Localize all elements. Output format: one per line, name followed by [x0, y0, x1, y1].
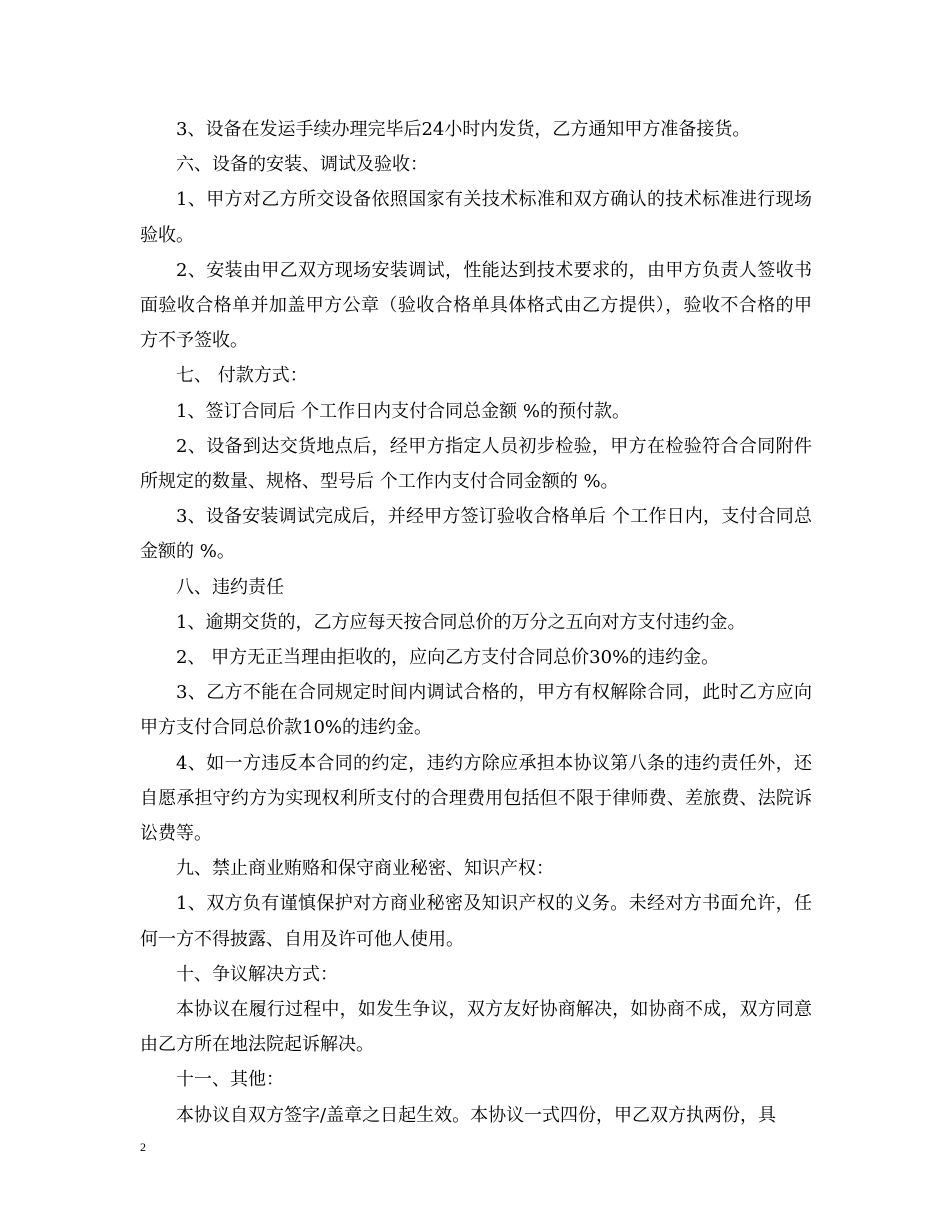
- section-heading: 九、禁止商业贿赂和保守商业秘密、知识产权：: [176, 858, 554, 880]
- paragraph: 3、设备安装调试完成后，并经甲方签订验收合格单后 个工作日内，支付合同总金额的 %。: [140, 506, 812, 563]
- paragraph: 本协议在履行过程中，如发生争议，双方友好协商解决，如协商不成，双方同意由乙方所在地法院起诉解决。: [140, 999, 812, 1056]
- section-heading: 十、争议解决方式：: [176, 963, 338, 985]
- paragraph: 1、签订合同后 个工作日内支付合同总金额 %的预付款。: [176, 400, 630, 422]
- section-heading: 十一、其他：: [176, 1069, 284, 1091]
- paragraph: 2、安装由甲乙双方现场安装调试，性能达到技术要求的，由甲方负责人签收书面验收合格单并加盖甲方公章（验收合格单具体格式由乙方提供），验收不合格的甲方不予签收。: [140, 259, 812, 352]
- paragraph: 4、如一方违反本合同的约定，违约方除应承担本协议第八条的违约责任外，还自愿承担守约方为实现权利所支付的合理费用包括但不限于律师费、差旅费、法院诉讼费等。: [140, 752, 812, 845]
- paragraph: 1、双方负有谨慎保护对方商业秘密及知识产权的义务。未经对方书面允许，任何一方不得披露、自用及许可他人使用。: [140, 893, 812, 950]
- paragraph: 3、乙方不能在合同规定时间内调试合格的，甲方有权解除合同，此时乙方应向甲方支付合同总价款10%的违约金。: [140, 682, 812, 739]
- page-number: 2: [140, 1140, 146, 1154]
- paragraph: 3、设备在发运手续办理完毕后24小时内发货，乙方通知甲方准备接货。: [176, 119, 751, 140]
- paragraph: 1、甲方对乙方所交设备依照国家有关技术标准和双方确认的技术标准进行现场验收。: [140, 189, 812, 246]
- section-heading: 七、 付款方式：: [176, 365, 308, 387]
- section-heading: 八、违约责任: [176, 576, 284, 598]
- document-body: [140, 112, 812, 1133]
- paragraph: 本协议自双方签字/盖章之日起生效。本协议一式四份，甲乙双方执两份，具: [176, 1104, 777, 1126]
- paragraph: 2、 甲方无正当理由拒收的，应向乙方支付合同总价30%的违约金。: [176, 647, 720, 669]
- paragraph: 2、设备到达交货地点后，经甲方指定人员初步检验，甲方在检验符合合同附件所规定的数量、规格、型号后 个工作内支付合同金额的 %。: [140, 435, 812, 493]
- section-heading: 六、设备的安装、调试及验收：: [176, 154, 428, 176]
- paragraph: 1、逾期交货的，乙方应每天按合同总价的万分之五向对方支付违约金。: [176, 611, 746, 633]
